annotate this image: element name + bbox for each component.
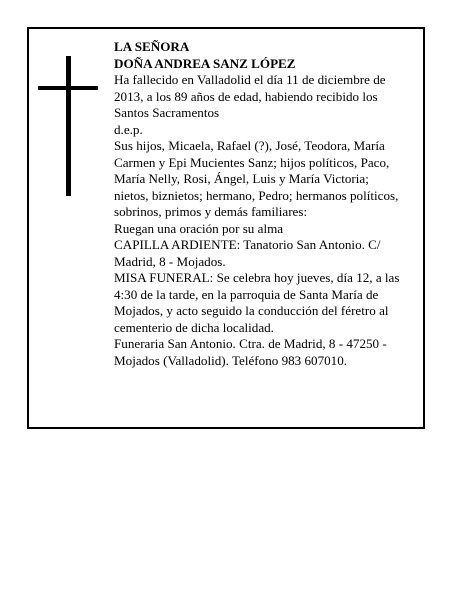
notice-text [114, 39, 404, 369]
cross-icon-vertical [66, 56, 71, 196]
funeral-mass-info: MISA FUNERAL: Se celebra hoy jueves, día 12, a las 4:30 de la tarde, en la parroquia de Santa María de Mojados, y acto seguido la conducción del féretro al cementerio de dicha localidad. [114, 270, 400, 335]
funeral-home-info: Funeraria San Antonio. Ctra. de Madrid, 8 - 47250 - Mojados (Valladolid). Teléfono 983 607010. [114, 336, 387, 368]
family-list: Sus hijos, Micaela, Rafael (?), José, Teodora, María Carmen y Epi Mucientes Sanz; hijos políticos, Paco, María Nelly, Rosi, Ángel, Luis y María Victoria; nietos, biznietos; hermano, Pedro; hermanos políticos, sobrinos, primos y demás familiares: [114, 138, 399, 219]
notice-title: LA SEÑORA [114, 39, 190, 54]
dep-text: d.e.p. [114, 121, 143, 137]
chapel-info: CAPILLA ARDIENTE: Tanatorio San Antonio. C/ Madrid, 8 - Mojados. [114, 237, 381, 269]
cross-icon-horizontal [38, 86, 98, 90]
prayer-request: Ruegan una oración por su alma [114, 220, 284, 236]
death-announcement: Ha fallecido en Valladolid el día 11 de diciembre de 2013, a los 89 años de edad, habiendo recibido los Santos Sacramentos [114, 72, 386, 120]
deceased-name: DOÑA ANDREA SANZ LÓPEZ [114, 55, 296, 71]
